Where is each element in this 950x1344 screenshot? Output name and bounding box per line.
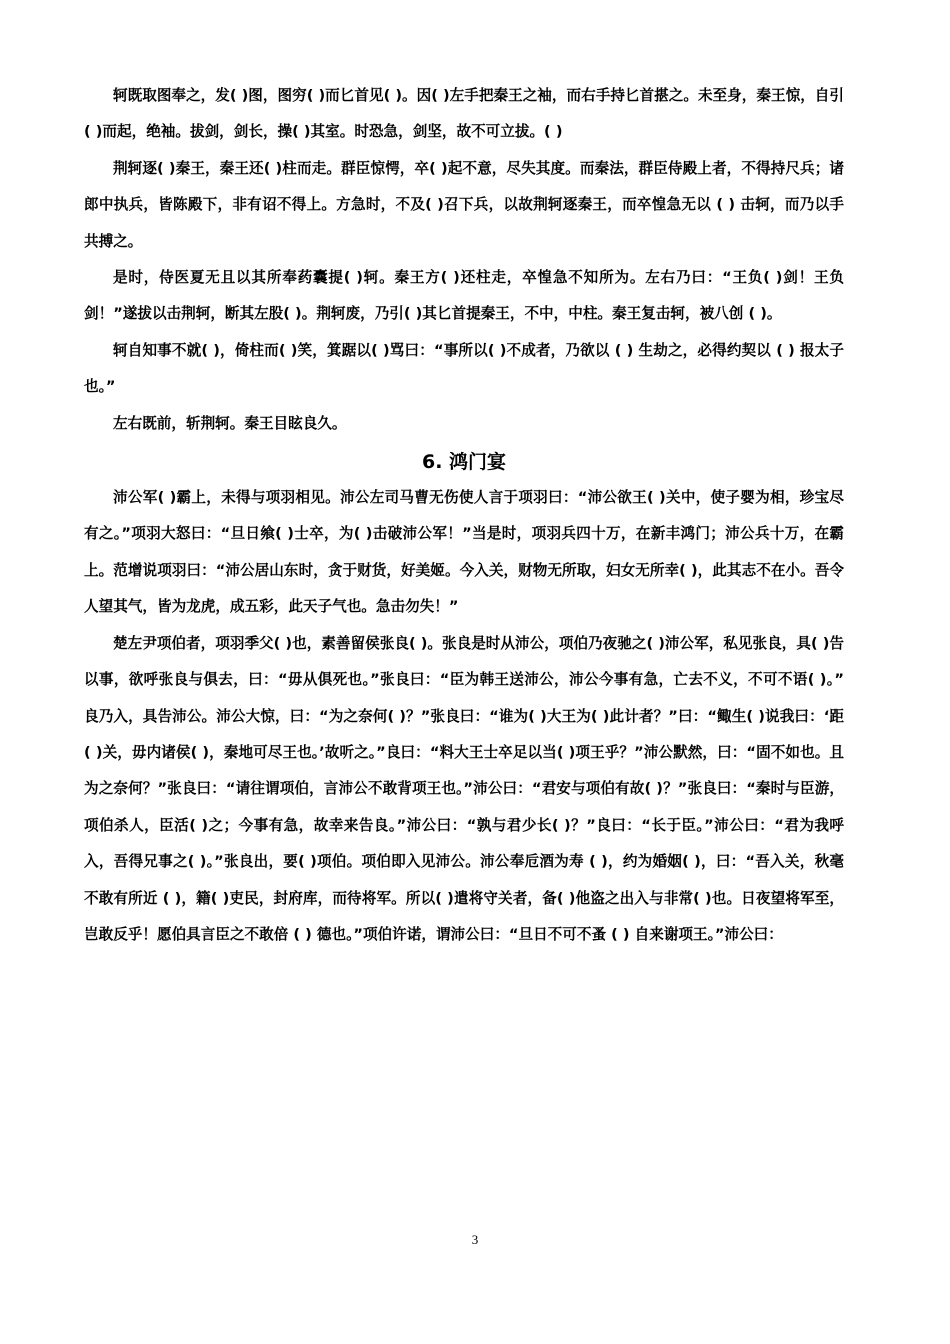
paragraph: 轲自知事不就( )，倚柱而( )笑，箕踞以( )骂曰：“事所以( )不成者，乃欲以 ( ) 生劫之，必得约契以 ( ) 报太子也。” bbox=[84, 341, 844, 396]
paragraph: 荆轲逐( )秦王，秦王还( )柱而走。群臣惊愕，卒( )起不意，尽失其度。而秦法，群臣侍殿上者，不得持尺兵；诸郎中执兵，皆陈殿下，非有诏不得上。方急时，不及( )召下兵，以故荆轲逐秦王，而卒惶急无以 ( ) 击轲，而乃以手共搏之。 bbox=[84, 159, 844, 250]
document-page bbox=[84, 78, 844, 953]
paragraph: 沛公军( )霸上，未得与项羽相见。沛公左司马曹无伤使人言于项羽曰：“沛公欲王( )关中，使子婴为相，珍宝尽有之。”项羽大怒曰：“旦日飨( )士卒，为( )击破沛公军！”当是时，项羽兵四十万，在新丰鸿门；沛公兵十万，在霸上。范增说项羽曰：“沛公居山东时，贪于财货，好美姬。今入关，财物无所取，妇女无所幸( )，此其志不在小。吾令人望其气，皆为龙虎，成五彩，此天子气也。急击勿失！” bbox=[84, 489, 844, 616]
paragraph: 楚左尹项伯者，项羽季父( )也，素善留侯张良( )。张良是时从沛公，项伯乃夜驰之( )沛公军，私见张良，具( )告以事，欲呼张良与俱去，曰：“毋从俱死也。”张良曰：“臣为韩王送沛公，沛公今事有急，亡去不义，不可不语( )。” 良乃入，具告沛公。沛公大惊，曰：“为之奈何( )？”张良曰：“谁为( )大王为( )此计者？”曰：“鲰生( )说我曰：‘距( )关，毋内诸侯( )，秦地可尽王也。’故听之。”良曰：“料大王士卒足以当( )项王乎？”沛公默然，曰：“固不如也。且为之奈何？”张良曰：“请往谓项伯，言沛公不敢背项王也。”沛公曰：“君安与项伯有故( )？”张良曰：“秦时与臣游，项伯杀人，臣活( )之；今事有急，故幸来告良。”沛公曰：“孰与君少长( )？”良曰：“长于臣。”沛公曰：“君为我呼入，吾得兄事之( )。”张良出，要( )项伯。项伯即入见沛公。沛公奉卮酒为寿 ( )，约为婚姻( )，曰：“吾入关，秋毫不敢有所近 ( )，籍( )吏民，封府库，而待将军。所以( )遣将守关者，备( )他盗之出入与非常( )也。日夜望将军至，岂敢反乎！愿伯具言臣之不敢倍 ( ) 德也。”项伯许诺，谓沛公曰：“旦日不可不蚤 ( ) 自来谢项王。”沛公曰： bbox=[84, 634, 844, 943]
page-number: 3 bbox=[471, 1232, 479, 1247]
paragraph: 是时，侍医夏无且以其所奉药囊提( )轲。秦王方( )还柱走，卒惶急不知所为。左右乃曰：“王负( )剑！王负剑！”遂拔以击荆轲，断其左股( )。荆轲废，乃引( )其匕首提秦王，不中，中柱。秦王复击轲，被八创 ( )。 bbox=[84, 269, 844, 323]
paragraph: 轲既取图奉之，发( )图，图穷( )而匕首见( )。因( )左手把秦王之袖，而右手持匕首揕之。未至身，秦王惊，自引( )而起，绝袖。拔剑，剑长，操( )其室。时恐急，剑坚，故不可立拔。( ) bbox=[84, 87, 844, 141]
paragraph: 左右既前，斩荆轲。秦王目眩良久。 bbox=[113, 414, 347, 432]
section-heading: 6. 鸿门宴 bbox=[421, 451, 507, 474]
